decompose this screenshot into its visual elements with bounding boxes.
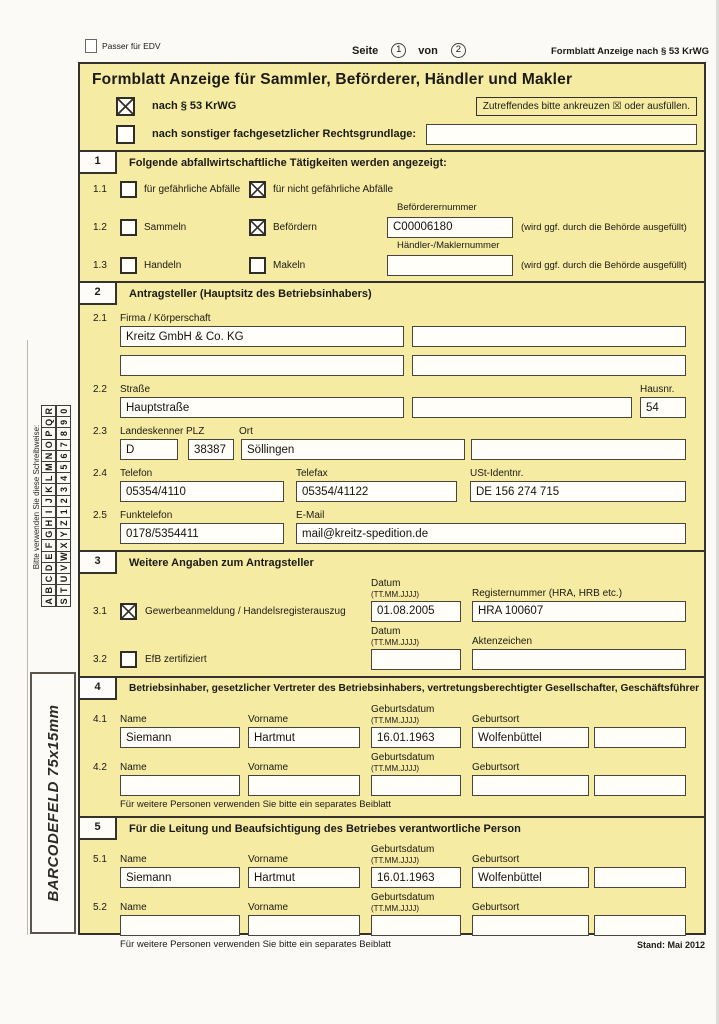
section-5-number: 5 xyxy=(80,818,117,840)
alphabet-cell: E xyxy=(41,551,56,563)
alphabet-cell: W xyxy=(56,551,71,563)
alphabet-cell: R xyxy=(41,405,56,417)
alphabet-cell: 2 xyxy=(56,495,71,507)
row-5-1-fields xyxy=(80,867,704,888)
schreibweise-label: Bitte verwenden Sie diese Schreibweise: xyxy=(32,424,41,570)
extra-input[interactable] xyxy=(594,775,686,796)
form-reference: Formblatt Anzeige nach § 53 KrWG xyxy=(550,46,709,57)
geburtsdatum-label: Geburtsdatum (TT.MM.JJJJ) xyxy=(371,704,472,725)
alphabet-cell: X xyxy=(56,539,71,551)
geburtsort-label: Geburtsort xyxy=(472,714,520,725)
vorname-input[interactable] xyxy=(248,867,360,888)
row-id: 1.1 xyxy=(93,183,107,195)
row-4-1-fields xyxy=(80,727,704,748)
alphabet-cell: 5 xyxy=(56,461,71,473)
alphabet-cell: 4 xyxy=(56,472,71,484)
row-2-5-labels xyxy=(80,509,704,521)
section-3-title: Weitere Angaben zum Antragsteller xyxy=(129,557,314,569)
haendler-maklernummer-label: Händler-/Maklernummer xyxy=(397,240,500,251)
x-mark-icon xyxy=(122,605,135,618)
page-number-current: 1 xyxy=(391,43,406,58)
row-id: 3.2 xyxy=(93,653,107,665)
row-id: 3.1 xyxy=(93,605,107,617)
aktenzeichen-input[interactable] xyxy=(472,649,686,670)
gewerbe-datum-input[interactable] xyxy=(371,601,461,622)
ort-input[interactable] xyxy=(241,439,465,460)
telefax-input[interactable] xyxy=(296,481,457,502)
basis-row-krwg xyxy=(116,95,697,117)
row-5-2-fields xyxy=(80,915,704,936)
alphabet-cell: 8 xyxy=(56,428,71,440)
row-id: 4.2 xyxy=(93,762,107,773)
vorname-label: Vorname xyxy=(248,902,289,913)
row-id: 5.2 xyxy=(93,902,107,913)
alphabet-grid xyxy=(42,388,72,607)
alphabet-cell: P xyxy=(41,428,56,440)
firma-input-4[interactable] xyxy=(412,355,686,376)
alphabet-cell: 7 xyxy=(56,439,71,451)
beiblatt-note: Für weitere Personen verwenden Sie bitte ein separates Beiblatt xyxy=(120,799,391,810)
handeln-label: Handeln xyxy=(144,259,182,271)
row-2-2-fields xyxy=(80,397,704,418)
page-number-total: 2 xyxy=(451,43,466,58)
geburtsdatum-input[interactable] xyxy=(371,867,461,888)
firma-input-3[interactable] xyxy=(120,355,404,376)
barcode-field xyxy=(30,672,76,934)
geburtsort-input[interactable] xyxy=(472,915,589,936)
x-mark-icon xyxy=(251,221,264,234)
section-2-title: Antragsteller (Hauptsitz des Betriebsinhabers) xyxy=(129,288,372,300)
basis-row-sonstige xyxy=(116,123,697,145)
schreibweise-panel xyxy=(32,382,76,612)
behoerde-note: (wird ggf. durch die Behörde ausgefüllt) xyxy=(521,259,687,271)
row-2-4-labels xyxy=(80,467,704,479)
datum-label: Datum (TT.MM.JJJJ) xyxy=(371,626,472,647)
row-id: 4.1 xyxy=(93,714,107,725)
row-2-3-labels xyxy=(80,425,704,437)
row-2-1-fields-2 xyxy=(80,355,704,376)
geburtsort-input[interactable] xyxy=(472,727,589,748)
email-input[interactable] xyxy=(296,523,686,544)
geburtsdatum-label: Geburtsdatum (TT.MM.JJJJ) xyxy=(371,752,472,773)
row-id: 1.2 xyxy=(93,221,107,233)
alphabet-cell: N xyxy=(41,450,56,462)
extra-input[interactable] xyxy=(594,727,686,748)
ort-input-2[interactable] xyxy=(471,439,686,460)
sonstige-checkbox[interactable] xyxy=(116,125,135,144)
alphabet-cell: V xyxy=(56,562,71,574)
geburtsdatum-input[interactable] xyxy=(371,775,461,796)
alphabet-cell: M xyxy=(41,461,56,473)
vorname-label: Vorname xyxy=(248,762,289,773)
x-mark-icon xyxy=(118,99,133,114)
row-id: 1.3 xyxy=(93,259,107,271)
alphabet-cell: T xyxy=(56,584,71,596)
barcode-label: BARCODEFELD 75x15mm xyxy=(44,704,62,902)
extra-input[interactable] xyxy=(594,867,686,888)
row-id: 2.3 xyxy=(93,426,107,437)
section-5-header xyxy=(80,816,704,840)
section-2-header xyxy=(80,281,704,305)
vorname-input[interactable] xyxy=(248,775,360,796)
alphabet-cell: O xyxy=(41,439,56,451)
hausnr-label: Hausnr. xyxy=(640,384,675,395)
alphabet-cell: 0 xyxy=(56,405,71,417)
firma-input-1[interactable] xyxy=(120,326,404,347)
sammeln-checkbox[interactable] xyxy=(120,219,137,236)
alphabet-cell: 1 xyxy=(56,506,71,518)
alphabet-cell: L xyxy=(41,472,56,484)
section-4-header xyxy=(80,676,704,700)
row-5-2-labels xyxy=(80,891,704,913)
form-title: Formblatt Anzeige für Sammler, Beförderer, Händler und Makler xyxy=(92,71,573,88)
vorname-input[interactable] xyxy=(248,915,360,936)
section-3-header xyxy=(80,550,704,574)
ust-input[interactable] xyxy=(470,481,686,502)
scan-artifact-line xyxy=(27,340,28,935)
ort-label: Ort xyxy=(239,426,253,437)
alphabet-cell: U xyxy=(56,573,71,585)
geburtsdatum-label: Geburtsdatum (TT.MM.JJJJ) xyxy=(371,844,472,865)
von-label: von xyxy=(418,44,438,57)
plz-input[interactable] xyxy=(188,439,234,460)
efb-checkbox[interactable] xyxy=(120,651,137,668)
datum-label: Datum (TT.MM.JJJJ) xyxy=(371,578,472,599)
alphabet-cell: J xyxy=(41,495,56,507)
hausnr-input[interactable] xyxy=(640,397,686,418)
geburtsdatum-input[interactable] xyxy=(371,915,461,936)
alphabet-cell: B xyxy=(41,584,56,596)
sonstige-input[interactable] xyxy=(426,124,697,145)
alphabet-cell: G xyxy=(41,528,56,540)
datum-format: (TT.MM.JJJJ) xyxy=(371,763,419,773)
section-4-title: Betriebsinhaber, gesetzlicher Vertreter des Betriebsinhabers, vertretungsberechtigter Gesellschafter, Geschäftsführer xyxy=(129,683,700,694)
row-2-3-fields xyxy=(80,439,704,460)
nicht-gefaehrliche-abfaelle-label: für nicht gefährliche Abfälle xyxy=(273,183,394,195)
landeskenner-input[interactable] xyxy=(120,439,178,460)
row-id: 2.5 xyxy=(93,510,107,521)
registernummer-input[interactable] xyxy=(472,601,686,622)
alphabet-cell: D xyxy=(41,562,56,574)
krwg-label: nach § 53 KrWG xyxy=(152,100,237,112)
passer-label: Passer für EDV xyxy=(102,41,161,51)
alphabet-cell: 3 xyxy=(56,483,71,495)
passer-checkbox[interactable] xyxy=(85,39,97,53)
ust-label: USt-Identnr. xyxy=(470,468,524,479)
name-label: Name xyxy=(120,762,147,773)
row-2-4-fields xyxy=(80,481,704,502)
strasse-input-2[interactable] xyxy=(412,397,632,418)
row-2-1-labels xyxy=(80,312,704,324)
vorname-label: Vorname xyxy=(248,854,289,865)
row-id: 2.1 xyxy=(93,313,107,324)
alphabet-cell: 9 xyxy=(56,416,71,428)
gewerbeanmeldung-label: Gewerbeanmeldung / Handelsregisterauszug xyxy=(145,605,346,617)
alphabet-cell: Y xyxy=(56,528,71,540)
behoerde-note: (wird ggf. durch die Behörde ausgefüllt) xyxy=(521,221,687,233)
name-label: Name xyxy=(120,714,147,725)
datum-format: (TT.MM.JJJJ) xyxy=(371,637,419,647)
registernummer-label: Registernummer (HRA, HRB etc.) xyxy=(472,588,623,599)
alphabet-cell: H xyxy=(41,517,56,529)
datum-format: (TT.MM.JJJJ) xyxy=(371,715,419,725)
efb-label: EfB zertifiziert xyxy=(145,653,207,665)
x-mark-icon xyxy=(251,183,264,196)
geburtsort-input[interactable] xyxy=(472,775,589,796)
row-1-2 xyxy=(80,216,704,238)
name-label: Name xyxy=(120,854,147,865)
passer-fuer-edv xyxy=(85,39,161,53)
page-indicator xyxy=(352,43,478,58)
haendler-maklernummer-input[interactable] xyxy=(387,255,513,276)
telefax-label: Telefax xyxy=(296,468,328,479)
row-2-2-labels xyxy=(80,383,704,395)
krwg-checkbox[interactable] xyxy=(116,97,135,116)
alphabet-cell: C xyxy=(41,573,56,585)
name-input[interactable] xyxy=(120,867,240,888)
telefon-label: Telefon xyxy=(120,468,153,479)
geburtsort-label: Geburtsort xyxy=(472,902,520,913)
efb-datum-input[interactable] xyxy=(371,649,461,670)
strasse-input[interactable] xyxy=(120,397,404,418)
row-4-2-fields xyxy=(80,775,704,796)
befoerderernummer-label: Beförderernummer xyxy=(397,202,477,213)
alphabet-cell: F xyxy=(41,539,56,551)
row-3-1 xyxy=(80,600,704,622)
row-id: 2.2 xyxy=(93,384,107,395)
alphabet-cell: A xyxy=(41,595,56,607)
section-5-title: Für die Leitung und Beaufsichtigung des Betriebes verantwortliche Person xyxy=(129,823,521,835)
row-5-1-labels xyxy=(80,843,704,865)
row-id: 5.1 xyxy=(93,854,107,865)
section-4-number: 4 xyxy=(80,678,117,700)
row-4-1-labels xyxy=(80,703,704,725)
befoerdern-label: Befördern xyxy=(273,221,317,233)
alphabet-cell: S xyxy=(56,595,71,607)
beiblatt-note: Für weitere Personen verwenden Sie bitte ein separates Beiblatt xyxy=(120,939,391,950)
strasse-label: Straße xyxy=(120,384,151,395)
row-2-1-fields xyxy=(80,326,704,347)
vorname-input[interactable] xyxy=(248,727,360,748)
geburtsdatum-label: Geburtsdatum (TT.MM.JJJJ) xyxy=(371,892,472,913)
firma-label: Firma / Körperschaft xyxy=(120,313,211,324)
funktelefon-input[interactable] xyxy=(120,523,284,544)
name-input[interactable] xyxy=(120,915,240,936)
makeln-label: Makeln xyxy=(273,259,306,271)
row-4-2-labels xyxy=(80,751,704,773)
plz-label: PLZ xyxy=(186,426,205,437)
name-input[interactable] xyxy=(120,775,240,796)
telefon-input[interactable] xyxy=(120,481,284,502)
geburtsort-input[interactable] xyxy=(472,867,589,888)
firma-input-2[interactable] xyxy=(412,326,686,347)
alphabet-cell: Q xyxy=(41,416,56,428)
row-3-2 xyxy=(80,648,704,670)
row-2-5-fields xyxy=(80,523,704,544)
row-id: 2.4 xyxy=(93,468,107,479)
row-3-2-labels xyxy=(80,625,704,647)
seite-label: Seite xyxy=(352,44,379,57)
section-1-number: 1 xyxy=(80,152,117,174)
hint-box: Zutreffendes bitte ankreuzen ☒ oder ausfüllen. xyxy=(476,97,697,116)
landeskenner-label: Landeskenner xyxy=(120,426,184,437)
email-label: E-Mail xyxy=(296,510,325,521)
datum-format: (TT.MM.JJJJ) xyxy=(371,855,419,865)
gefaehrliche-abfaelle-label: für gefährliche Abfälle xyxy=(144,183,241,195)
alphabet-cell: Z xyxy=(56,517,71,529)
handeln-checkbox[interactable] xyxy=(120,257,137,274)
gewerbeanmeldung-checkbox[interactable] xyxy=(120,603,137,620)
nicht-gefaehrliche-abfaelle-checkbox[interactable] xyxy=(249,181,266,198)
datum-format: (TT.MM.JJJJ) xyxy=(371,903,419,913)
stand-label: Stand: Mai 2012 xyxy=(636,940,705,950)
section-2-number: 2 xyxy=(80,283,117,305)
row-1-1 xyxy=(80,178,704,200)
gefaehrliche-abfaelle-checkbox[interactable] xyxy=(120,181,137,198)
befoerdern-checkbox[interactable] xyxy=(249,219,266,236)
section-1-header xyxy=(80,150,704,174)
alphabet-cell: I xyxy=(41,506,56,518)
aktenzeichen-label: Aktenzeichen xyxy=(472,636,533,647)
geburtsort-label: Geburtsort xyxy=(472,854,520,865)
geburtsdatum-input[interactable] xyxy=(371,727,461,748)
sonstige-label: nach sonstiger fachgesetzlicher Rechtsgrundlage: xyxy=(152,128,417,140)
name-input[interactable] xyxy=(120,727,240,748)
sammeln-label: Sammeln xyxy=(144,221,187,233)
alphabet-cell: 6 xyxy=(56,450,71,462)
makeln-checkbox[interactable] xyxy=(249,257,266,274)
name-label: Name xyxy=(120,902,147,913)
section-3-number: 3 xyxy=(80,552,117,574)
datum-format: (TT.MM.JJJJ) xyxy=(371,589,419,599)
row-3-1-labels xyxy=(80,577,704,599)
alphabet-cell: K xyxy=(41,483,56,495)
vorname-label: Vorname xyxy=(248,714,289,725)
funktelefon-label: Funktelefon xyxy=(120,510,173,521)
extra-input[interactable] xyxy=(594,915,686,936)
befoerderernummer-input[interactable] xyxy=(387,217,513,238)
section-1-title: Folgende abfallwirtschaftliche Tätigkeiten werden angezeigt: xyxy=(129,157,447,169)
geburtsort-label: Geburtsort xyxy=(472,762,520,773)
row-1-3 xyxy=(80,254,704,276)
